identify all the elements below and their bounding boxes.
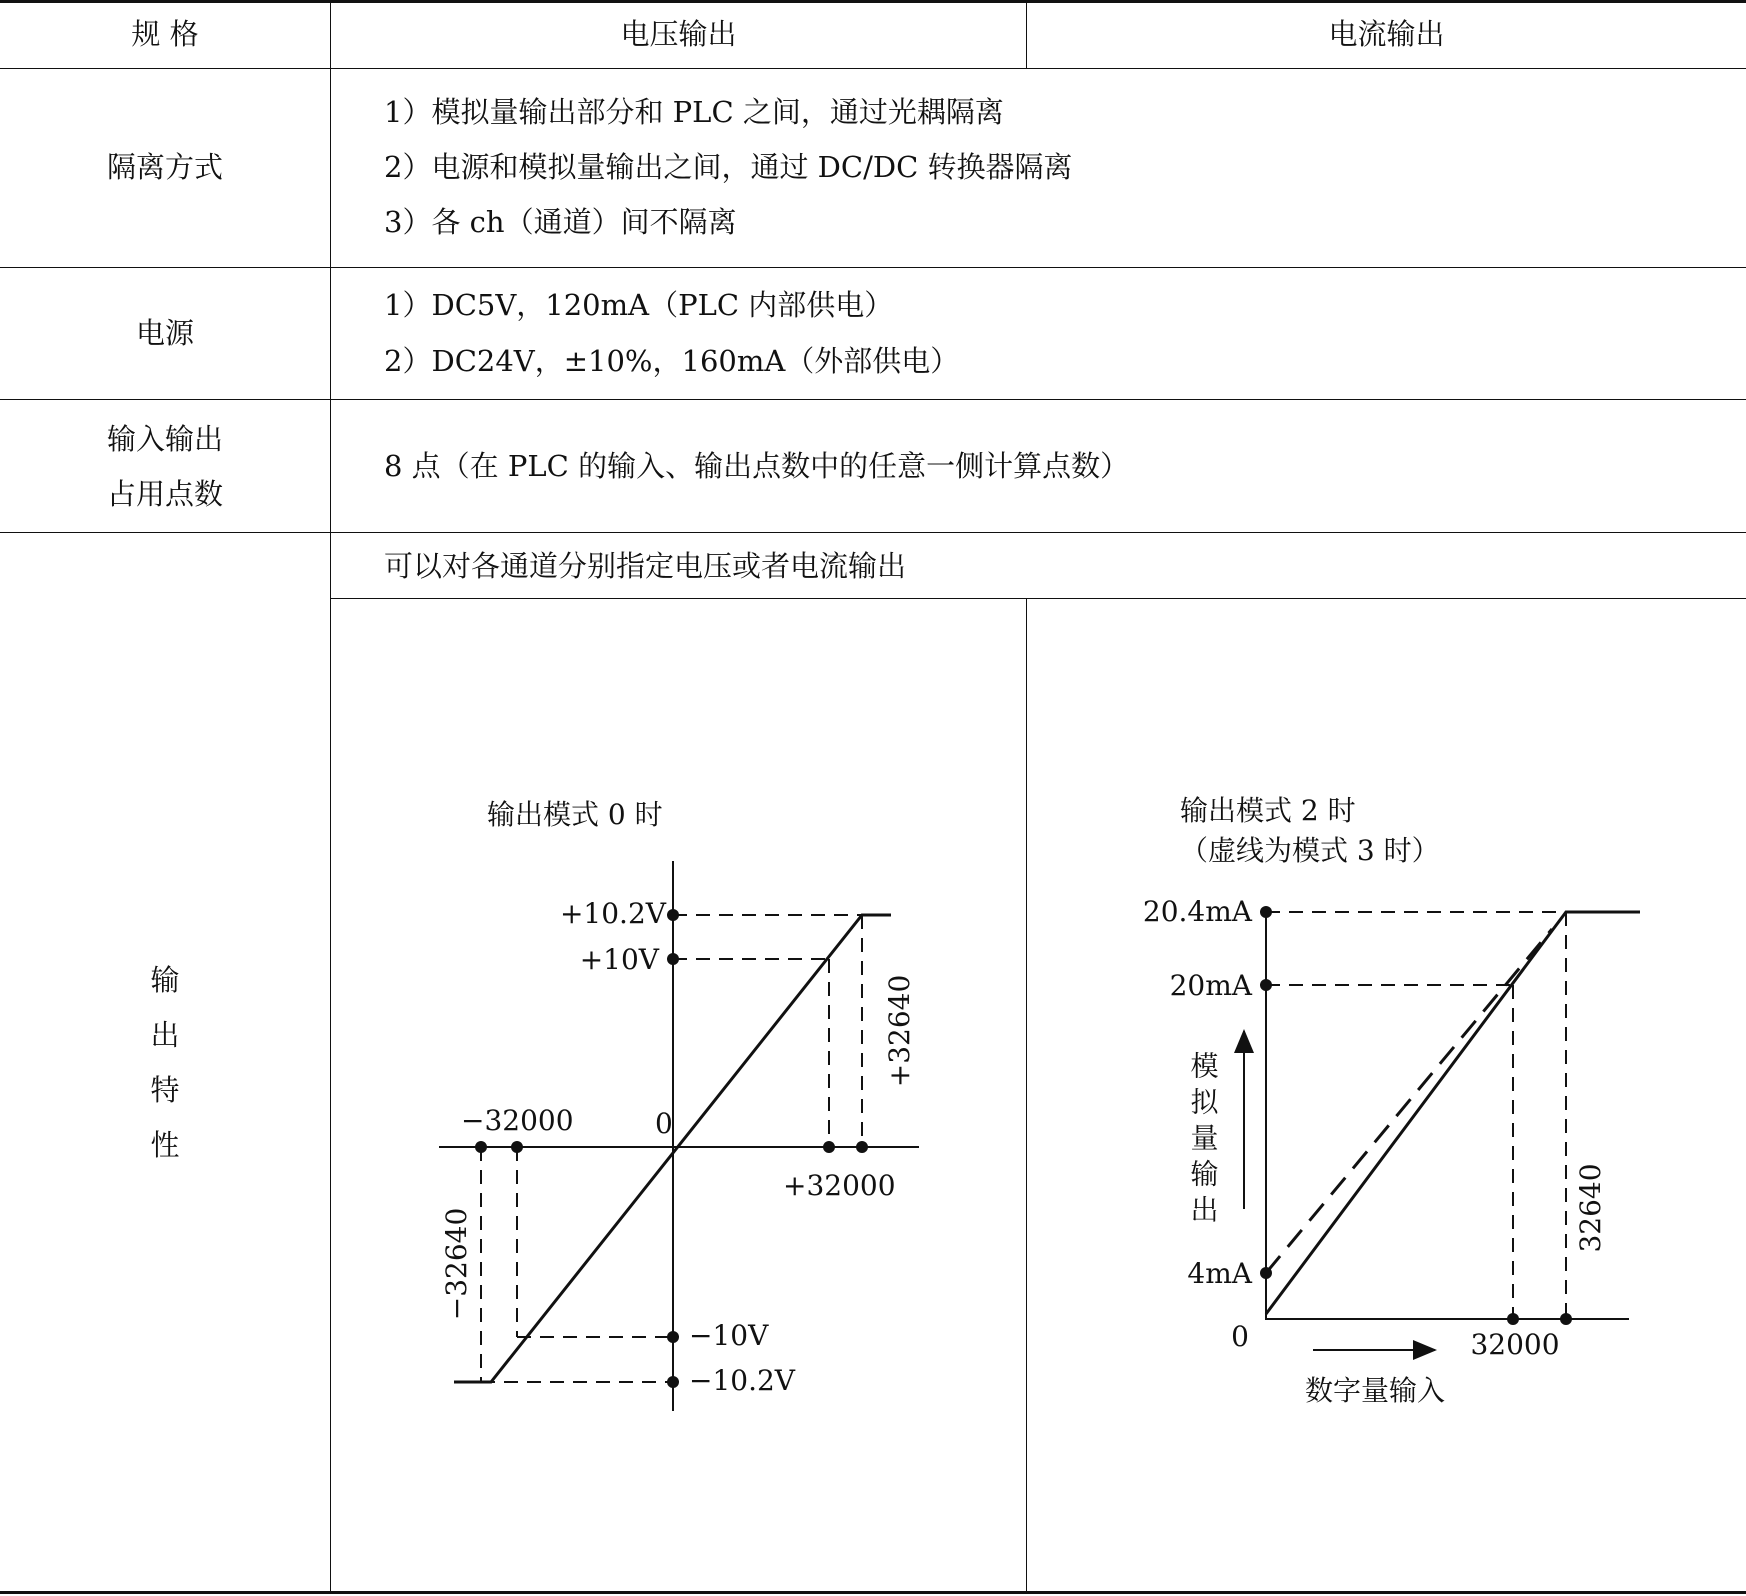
row-divider (0, 267, 1746, 268)
x-tick-label: 0 (1231, 1320, 1249, 1353)
current-point (1507, 1313, 1519, 1325)
io-points-label-line-1: 输入输出 (106, 422, 223, 456)
output-char-label (145, 953, 185, 1173)
voltage-point (667, 1331, 679, 1343)
voltage-output-chart (331, 599, 1026, 1589)
header-voltage-output: 电压输出 (620, 17, 737, 51)
table-top-rule (0, 0, 1746, 3)
voltage-chart-title: 输出模式 0 时 (487, 798, 663, 831)
x-tick-label: −32000 (461, 1104, 574, 1137)
power-line-1: 1）DC5V，120mA（PLC 内部供电） (384, 288, 894, 322)
y-tick-label: 20mA (1169, 969, 1252, 1002)
output-char-label-char: 特 (150, 1073, 180, 1107)
header-current-output: 电流输出 (1328, 17, 1445, 51)
x-tick-label: +32000 (783, 1169, 896, 1202)
io-points-label-line-2: 占用点数 (106, 477, 223, 511)
y-tick-label: −10V (689, 1319, 769, 1352)
row-divider (0, 532, 1746, 533)
current-point (1260, 1267, 1272, 1279)
isolation-line-1: 1）模拟量输出部分和 PLC 之间，通过光耦隔离 (384, 95, 1004, 129)
current-chart-subtitle: （虚线为模式 3 时） (1180, 834, 1440, 867)
isolation-line-2: 2）电源和模拟量输出之间，通过 DC/DC 转换器隔离 (384, 150, 1073, 184)
x-tick-label: +32640 (883, 974, 916, 1088)
table-bottom-rule (0, 1591, 1746, 1594)
current-output-chart (1027, 599, 1746, 1589)
current-chart-title: 输出模式 2 时 (1180, 794, 1356, 827)
voltage-point (667, 909, 679, 921)
y-tick-label: 20.4mA (1142, 895, 1252, 928)
voltage-point (475, 1141, 487, 1153)
current-point (1260, 979, 1272, 991)
voltage-point (667, 953, 679, 965)
row-divider (0, 399, 1746, 400)
header-spec: 规 格 (131, 17, 199, 51)
x-axis-label: 数字量输入 (1304, 1374, 1446, 1407)
output-char-label-char: 出 (150, 1018, 180, 1052)
output-char-note: 可以对各通道分别指定电压或者电流输出 (384, 549, 907, 583)
current-point (1560, 1313, 1572, 1325)
voltage-point (823, 1141, 835, 1153)
current-mode3-line (1266, 929, 1552, 1273)
power-label: 电源 (135, 316, 194, 350)
isolation-line-3: 3）各 ch（通道）间不隔离 (384, 205, 737, 239)
io-points-value: 8 点（在 PLC 的输入、输出点数中的任意一侧计算点数） (384, 449, 1130, 483)
x-tick-label: 32640 (1574, 1163, 1607, 1253)
y-tick-label: +10.2V (559, 897, 666, 930)
voltage-point (511, 1141, 523, 1153)
current-mode2-line (1266, 912, 1640, 1314)
x-tick-label: 0 (655, 1107, 673, 1140)
y-tick-label: 4mA (1187, 1257, 1252, 1290)
power-line-2: 2）DC24V，±10%，160mA（外部供电） (384, 344, 960, 378)
voltage-point (667, 1376, 679, 1388)
header-divider (0, 68, 1746, 69)
x-tick-label: −32640 (440, 1207, 473, 1321)
voltage-point (856, 1141, 868, 1153)
y-tick-label: +10V (579, 943, 659, 976)
output-char-label-char: 输 (150, 963, 180, 997)
output-char-label-char: 性 (150, 1128, 180, 1162)
current-point (1260, 906, 1272, 918)
isolation-label: 隔离方式 (106, 150, 223, 184)
y-tick-label: −10.2V (689, 1364, 796, 1397)
y-axis-label: 模拟量输出 (1186, 1051, 1220, 1231)
x-tick-label: 32000 (1470, 1328, 1560, 1361)
